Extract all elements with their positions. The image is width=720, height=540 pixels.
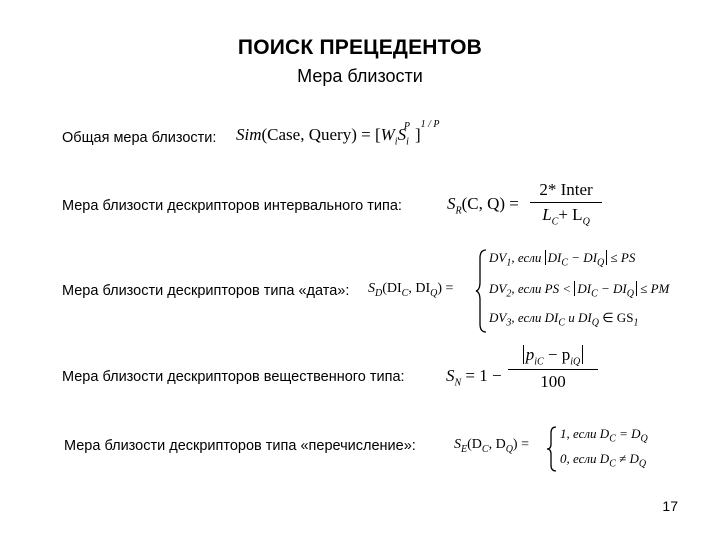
label-enum-similarity: Мера близости дескрипторов типа «перечисление»: xyxy=(64,438,416,454)
slide-title: ПОИСК ПРЕЦЕДЕНТОВ xyxy=(237,36,483,59)
slide-subtitle: Мера близости xyxy=(297,66,423,86)
date-cases-brace xyxy=(474,248,488,334)
enum-case-equal: 1, если $D_C = D_Q$ xyxy=(560,426,648,445)
label-real-similarity: Мера близости дескрипторов вещественного типа: xyxy=(62,369,405,385)
enum-case-not-equal: 0, если $D_C \ne D_Q$ xyxy=(560,451,647,470)
page-number: 17 xyxy=(662,498,678,514)
enum-cases-brace xyxy=(546,425,558,473)
formula-interval-fraction: 2* Inter $L_C+ L_Q$ xyxy=(530,180,602,227)
formula-real-fraction: $p_{iC} - p_{iQ}$ 100 xyxy=(508,345,598,392)
label-general-similarity: Общая мера близости: xyxy=(62,130,217,146)
formula-enum-lhs: $S_E(D_C$, $D_Q$) = xyxy=(454,437,529,455)
formula-real-lhs: $S_N = 1$ − xyxy=(446,366,502,389)
date-case-2: $DV_2$, если PS < $DI_C - DI_Q$ ≤ PM xyxy=(489,281,670,300)
date-case-1: $DV_1$, если $DI_C - DI_Q$ ≤ PS xyxy=(489,250,636,269)
label-date-similarity: Мера близости дескрипторов типа «дата»: xyxy=(62,283,350,299)
formula-date-lhs: $S_D(DI_C$, $DI_Q$) = xyxy=(368,281,454,299)
formula-general-similarity: Sim(Case, Query) = [$W_iS_i^P$ ]$^{1 / P}$ xyxy=(236,119,440,148)
label-interval-similarity: Мера близости дескрипторов интервального типа: xyxy=(62,198,402,214)
formula-interval-lhs: $S_R(C$, Q) = xyxy=(447,194,519,217)
date-case-3: $DV_3$, если $DI_C$ и $DI_Q$ ∈ $GS_1$ xyxy=(489,310,639,329)
